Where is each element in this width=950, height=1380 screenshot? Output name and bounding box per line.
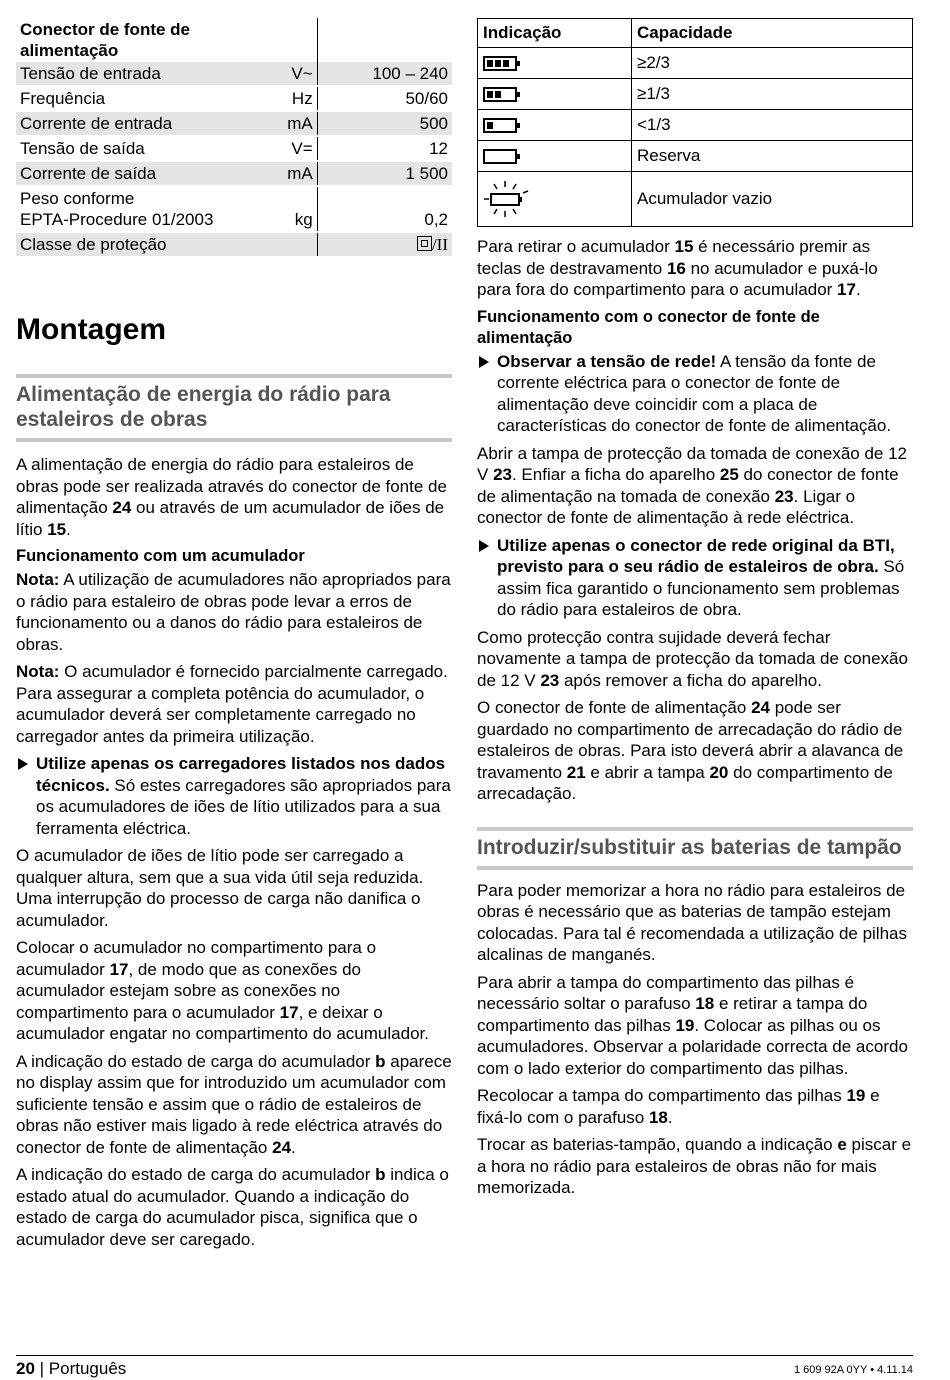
dirt-protection-paragraph: Como protecção contra sujidade deverá fechar novamente a tampa de protecção da tomada de conexão de 12 V 23 após remover a ficha do aparelho. (477, 627, 908, 690)
capacity-value: ≥1/3 (632, 79, 913, 110)
page-number: 20 (16, 1359, 35, 1378)
battery-3-bars-icon (483, 56, 517, 71)
li-ion-paragraph: O acumulador de iões de lítio pode ser carregado a qualquer altura, sem que a sua vida útil seja reduzida. Uma interrupção do processo de carga não danifica o acumulador. (16, 846, 424, 930)
capacity-value: Acumulador vazio (632, 172, 913, 227)
right-column (477, 18, 913, 1205)
spec-value: 50/60 (317, 86, 452, 111)
bullet-chargers: Utilize apenas os carregadores listados nos dados técnicos. Só estes carregadores são apropriados para os acumuladores de iões de lítio utilizados para a sua ferramenta eléctrica. (16, 753, 452, 839)
spec-unit: V~ (247, 62, 317, 86)
left-column (16, 18, 452, 1256)
refit-cover-paragraph: Recolocar a tampa do compartimento das pilhas 19 e fixá-lo com o parafuso 18. (477, 1086, 880, 1127)
spec-unit: mA (247, 161, 317, 186)
power-supply-operation-heading: Funcionamento com o conector de fonte de alimentação (477, 307, 820, 347)
spec-label-line2: EPTA-Procedure 01/2003 (20, 210, 214, 229)
bullet-triangle-icon (479, 540, 489, 552)
battery-2-bars-icon (483, 87, 517, 102)
battery-1-bar-icon (483, 118, 517, 133)
footer-page-info: 20 | Português (16, 1359, 127, 1378)
table-header-row (478, 19, 913, 48)
spec-value: 0,2 (317, 186, 452, 232)
bullet-triangle-icon (479, 356, 489, 368)
spec-unit: V= (247, 136, 317, 161)
storage-paragraph: O conector de fonte de alimentação 24 pode ser guardado no compartimento de arrecadação do rádio de estaleiros de obras. Para isto deverá abrir a alavanca de travamento 21 e abrir a tampa 20 do compartimento de arrecadação. (477, 698, 904, 803)
spec-unit: Hz (247, 86, 317, 111)
table-row (16, 186, 452, 232)
remove-battery-paragraph: Para retirar o acumulador 15 é necessário premir as teclas de destravamento 16 no acumulador e puxá-lo para fora do compartimento para o acumulador 17. (477, 237, 878, 299)
spec-table-header: Conector de fonte de alimentação (20, 20, 191, 60)
table-row (478, 79, 913, 110)
indicator-paragraph-2: A indicação do estado de carga do acumulador b indica o estado atual do acumulador. Quando a indicação do estado de carga do acumulador pisca, significa que o acumulador deve ser caregado. (16, 1165, 449, 1249)
capacity-value: <1/3 (632, 110, 913, 141)
spec-unit: kg (247, 186, 317, 232)
spec-value: 500 (317, 111, 452, 136)
column-header-capacity: Capacidade (632, 19, 913, 48)
table-row (478, 141, 913, 172)
table-row (16, 62, 452, 86)
table-row (478, 172, 913, 227)
indicator-paragraph-1: A indicação do estado de carga do acumulador b aparece no display assim que for introduzido um acumulador com suficiente tensão e assim que o rádio de estaleiros de obras não estiver mais ligado à rede eléctrica através do conector de fonte de alimentação 24. (16, 1051, 452, 1157)
table-row (16, 136, 452, 161)
footer-language: Português (48, 1359, 127, 1378)
open-battery-cover-paragraph: Para abrir a tampa do compartimento das pilhas é necessário soltar o parafuso 18 e retirar a tampa do compartimento das pilhas 19. Colocar as pilhas ou os acumuladores. Observar a polaridade correcta de acordo com o lado exterior do compartimento das pilhas. (477, 972, 908, 1078)
insert-battery-paragraph: Colocar o acumulador no compartimento para o acumulador 17, de modo que as conexões do acumulador estejam sobre as conexões no compartimento para o acumulador 17, e deixar o acumulador engatar no compartimento do acumulador. (16, 938, 429, 1043)
spec-value: 100 – 240 (317, 62, 452, 86)
capacity-value: ≥2/3 (632, 48, 913, 79)
battery-operation-heading: Funcionamento com um acumulador (16, 547, 305, 565)
power-supply-spec-table (16, 18, 452, 256)
footer-divider (16, 1355, 913, 1356)
note-2: Nota: O acumulador é fornecido parcialmente carregado. Para assegurar a completa potência do acumulador, o acumulador deverá ser completamente carregado no carregador antes da primeira utilização. (16, 662, 448, 746)
memorize-time-paragraph: Para poder memorizar a hora no rádio para estaleiros de obras é necessário que as baterias de tampão estejam colocadas. Para tal é recomendada a utilização de pilhas alcalinas de manganés. (477, 880, 907, 964)
spec-label-line1: Peso conforme (20, 189, 135, 208)
replace-batteries-paragraph: Trocar as baterias-tampão, quando a indicação e piscar e a hora no rádio para estaleiros de obras não for mais memorizada. (477, 1135, 912, 1197)
bullet-mains-voltage: Observar a tensão de rede! A tensão da fonte de corrente eléctrica para o conector de fonte de alimentação deve coincidir com a placa de características do conector de fonte de alimentação. (477, 351, 913, 437)
note-1: Nota: A utilização de acumuladores não apropriados para o rádio para estaleiro de obras pode levar a erros de funcionamento ou a danos do rádio para estaleiros de obras. (16, 570, 451, 654)
open-cover-paragraph: Abrir a tampa de protecção da tomada de conexão de 12 V 23. Enfiar a ficha do aparelho 25 do conector de fonte de alimentação na tomada de conexão 23. Ligar o conector de fonte de alimentação à rede eléctrica. (477, 443, 908, 527)
page-title: Montagem (16, 313, 166, 346)
spec-label: Corrente de saída (16, 161, 247, 186)
footer-document-code: 1 609 92A 0YY • 4.11.14 (793, 1364, 913, 1376)
protection-class-icon (417, 236, 432, 251)
charge-indicator-table (477, 18, 913, 227)
battery-empty-icon (483, 149, 517, 164)
spec-label: Classe de proteção (16, 232, 247, 256)
table-row (16, 232, 452, 256)
table-row (16, 86, 452, 111)
spec-value: 1 500 (317, 161, 452, 186)
spec-label: Tensão de saída (16, 136, 247, 161)
section-title-backup-batteries: Introduzir/substituir as baterias de tampão (477, 827, 913, 870)
table-row (16, 161, 452, 186)
spec-value: 12 (317, 136, 452, 161)
spec-label: Frequência (16, 86, 247, 111)
spec-label (16, 186, 247, 232)
capacity-value: Reserva (632, 141, 913, 172)
column-header-indication: Indicação (478, 19, 632, 48)
table-row (478, 48, 913, 79)
section-title-power-supply: Alimentação de energia do rádio para estaleiros de obras (16, 374, 452, 442)
bullet-triangle-icon (18, 758, 28, 770)
spec-unit: mA (247, 111, 317, 136)
bullet-original-adapter: Utilize apenas o conector de rede original da BTI, previsto para o seu rádio de estaleiros de obra. Só assim fica garantido o funcionamento sem problemas do rádio para estaleiros de obra. (477, 535, 913, 621)
spec-label: Corrente de entrada (16, 111, 247, 136)
protection-class-suffix: /II (431, 235, 448, 254)
battery-blinking-icon (483, 179, 529, 219)
table-row (478, 110, 913, 141)
table-row (16, 111, 452, 136)
section1-intro: A alimentação de energia do rádio para estaleiros de obras pode ser realizada através do conector de fonte de alimentação 24 ou através de um acumulador de iões de lítio 15. (16, 455, 447, 539)
spec-label: Tensão de entrada (16, 62, 247, 86)
